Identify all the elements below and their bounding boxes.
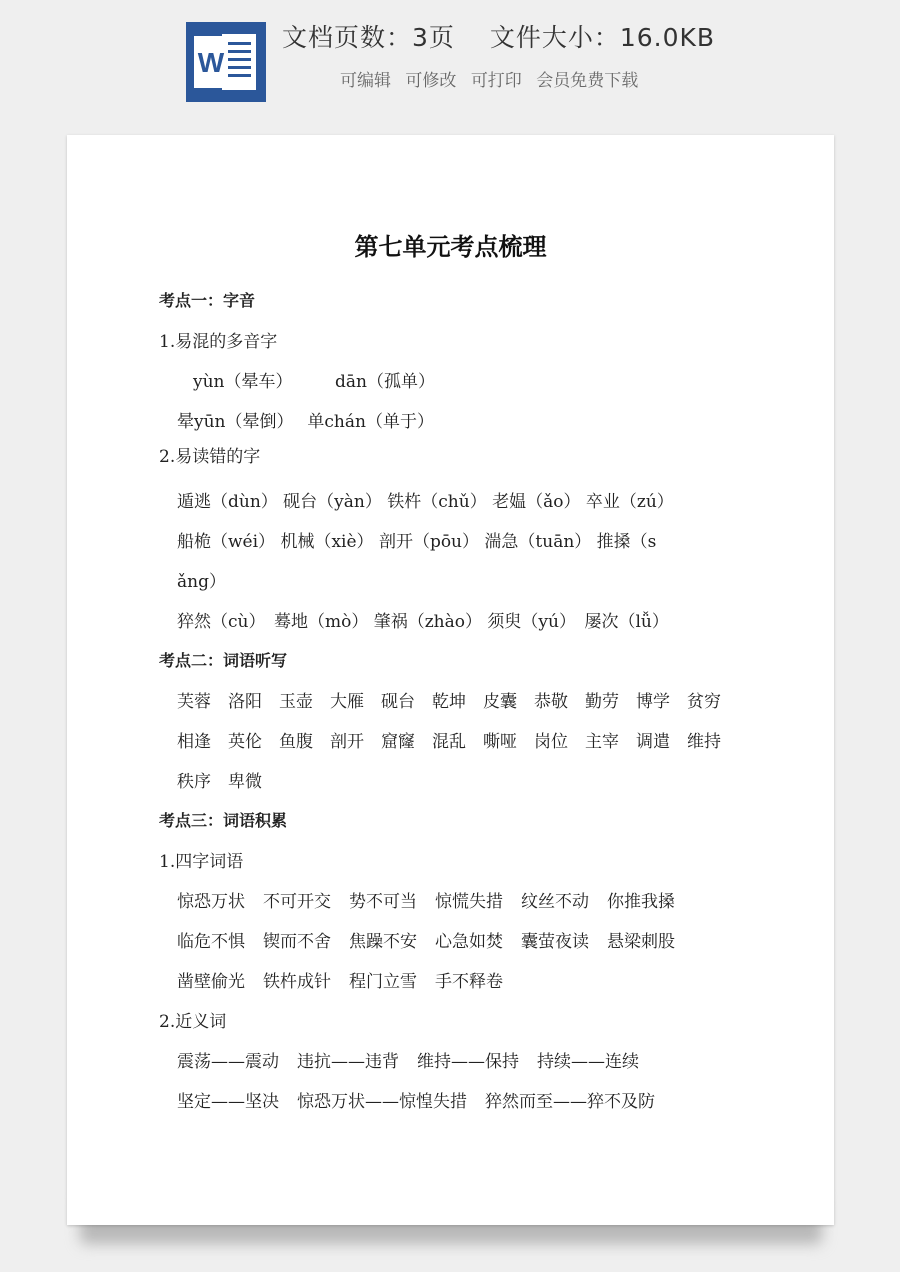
feature-free-download: 会员免费下载 xyxy=(536,71,639,91)
section-heading-dictation: 考点二：词语听写 xyxy=(159,651,288,670)
misread-line-2: 船桅（wéi） 机械（xiè） 剖开（pōu） 湍急（tuān） 推搡（s xyxy=(177,532,657,552)
polyphonic-line-1: yùn（晕车） dān（孤单） xyxy=(193,372,435,392)
idiom: 凿壁偷光 xyxy=(177,972,245,992)
idiom: 纹丝不动 xyxy=(521,892,589,912)
dictation-word: 乾坤 xyxy=(432,692,466,712)
dictation-word: 砚台 xyxy=(381,692,415,712)
synonym-pair: 坚定——坚决 xyxy=(177,1092,279,1112)
idiom: 惊恐万状 xyxy=(177,892,245,912)
idiom: 势不可当 xyxy=(349,892,417,912)
dictation-word: 卑微 xyxy=(228,772,262,792)
document-meta-title: 文档页数：3页 文件大小：16.0KB xyxy=(282,23,716,52)
word-document-icon xyxy=(186,22,266,102)
download-info-header xyxy=(0,0,900,120)
svg-text:W: W xyxy=(197,47,225,78)
dictation-word: 大雁 xyxy=(330,692,364,712)
subheading-misread: 2.易读错的字 xyxy=(159,447,261,467)
dictation-row-3 xyxy=(177,767,279,792)
dictation-word: 勤劳 xyxy=(585,692,619,712)
dictation-word: 剖开 xyxy=(330,732,364,752)
idiom: 锲而不舍 xyxy=(263,932,331,952)
dictation-word: 英伦 xyxy=(228,732,262,752)
synonym-pair: 违抗——违背 xyxy=(297,1052,399,1072)
idiom: 囊萤夜读 xyxy=(521,932,589,952)
dictation-word: 相逢 xyxy=(177,732,211,752)
synonym-pair: 惊恐万状——惊惶失措 xyxy=(297,1092,467,1112)
dictation-row-2 xyxy=(177,727,738,752)
dictation-word: 调遣 xyxy=(636,732,670,752)
misread-line-1: 遁逃（dùn） 砚台（yàn） 铁杵（chǔ） 老媪（ǎo） 卒业（zú） xyxy=(177,492,674,512)
idiom: 你推我搡 xyxy=(607,892,675,912)
idiom: 手不释卷 xyxy=(435,972,503,992)
dictation-word: 洛阳 xyxy=(228,692,262,712)
synonym-pair: 震荡——震动 xyxy=(177,1052,279,1072)
feature-modifiable: 可修改 xyxy=(405,71,457,91)
dictation-word: 贫穷 xyxy=(687,692,721,712)
dictation-row-1 xyxy=(177,687,738,712)
feature-list xyxy=(340,66,647,91)
synonym-pair: 猝然而至——猝不及防 xyxy=(485,1092,655,1112)
dictation-word: 皮囊 xyxy=(483,692,517,712)
dictation-word: 恭敬 xyxy=(534,692,568,712)
page-title: 第七单元考点梳理 xyxy=(354,233,547,261)
synonym-row-2 xyxy=(177,1087,673,1112)
idiom: 心急如焚 xyxy=(435,932,503,952)
idiom: 惊慌失措 xyxy=(435,892,503,912)
dictation-word: 秩序 xyxy=(177,772,211,792)
idiom: 悬梁刺股 xyxy=(607,932,675,952)
document-page xyxy=(67,135,834,1225)
feature-editable: 可编辑 xyxy=(340,71,391,91)
section-heading-vocabulary: 考点三：词语积累 xyxy=(159,811,288,830)
dictation-word: 窟窿 xyxy=(381,732,415,752)
dictation-word: 博学 xyxy=(636,692,670,712)
dictation-word: 芙蓉 xyxy=(177,692,211,712)
misread-line-4: 猝然（cù） 蓦地（mò） 肇祸（zhào） 须臾（yú） 屡次（lǚ） xyxy=(177,612,669,632)
idiom-row-1 xyxy=(177,887,693,912)
feature-printable: 可打印 xyxy=(470,71,522,91)
idiom: 临危不惧 xyxy=(177,932,245,952)
misread-line-3: ǎng） xyxy=(177,572,226,592)
dictation-word: 维持 xyxy=(687,732,721,752)
idiom: 焦躁不安 xyxy=(349,932,417,952)
idiom-row-2 xyxy=(177,927,693,952)
dictation-word: 鱼腹 xyxy=(279,732,313,752)
synonym-pair: 维持——保持 xyxy=(417,1052,519,1072)
idiom: 程门立雪 xyxy=(349,972,417,992)
dictation-word: 嘶哑 xyxy=(483,732,517,752)
dictation-word: 混乱 xyxy=(432,732,466,752)
subheading-polyphonic: 1.易混的多音字 xyxy=(159,332,278,352)
section-heading-pronunciation: 考点一：字音 xyxy=(159,291,256,310)
synonym-row-1 xyxy=(177,1047,657,1072)
dictation-word: 岗位 xyxy=(534,732,568,752)
idiom-row-3 xyxy=(177,967,521,992)
idiom: 不可开交 xyxy=(263,892,331,912)
dictation-word: 玉壶 xyxy=(279,692,313,712)
synonym-pair: 持续——连续 xyxy=(537,1052,639,1072)
dictation-word: 主宰 xyxy=(585,732,619,752)
idiom: 铁杵成针 xyxy=(263,972,331,992)
polyphonic-line-2: 晕yūn（晕倒） 单chán（单于） xyxy=(177,412,434,432)
subheading-synonyms: 2.近义词 xyxy=(159,1012,227,1032)
subheading-four-char: 1.四字词语 xyxy=(159,852,244,872)
